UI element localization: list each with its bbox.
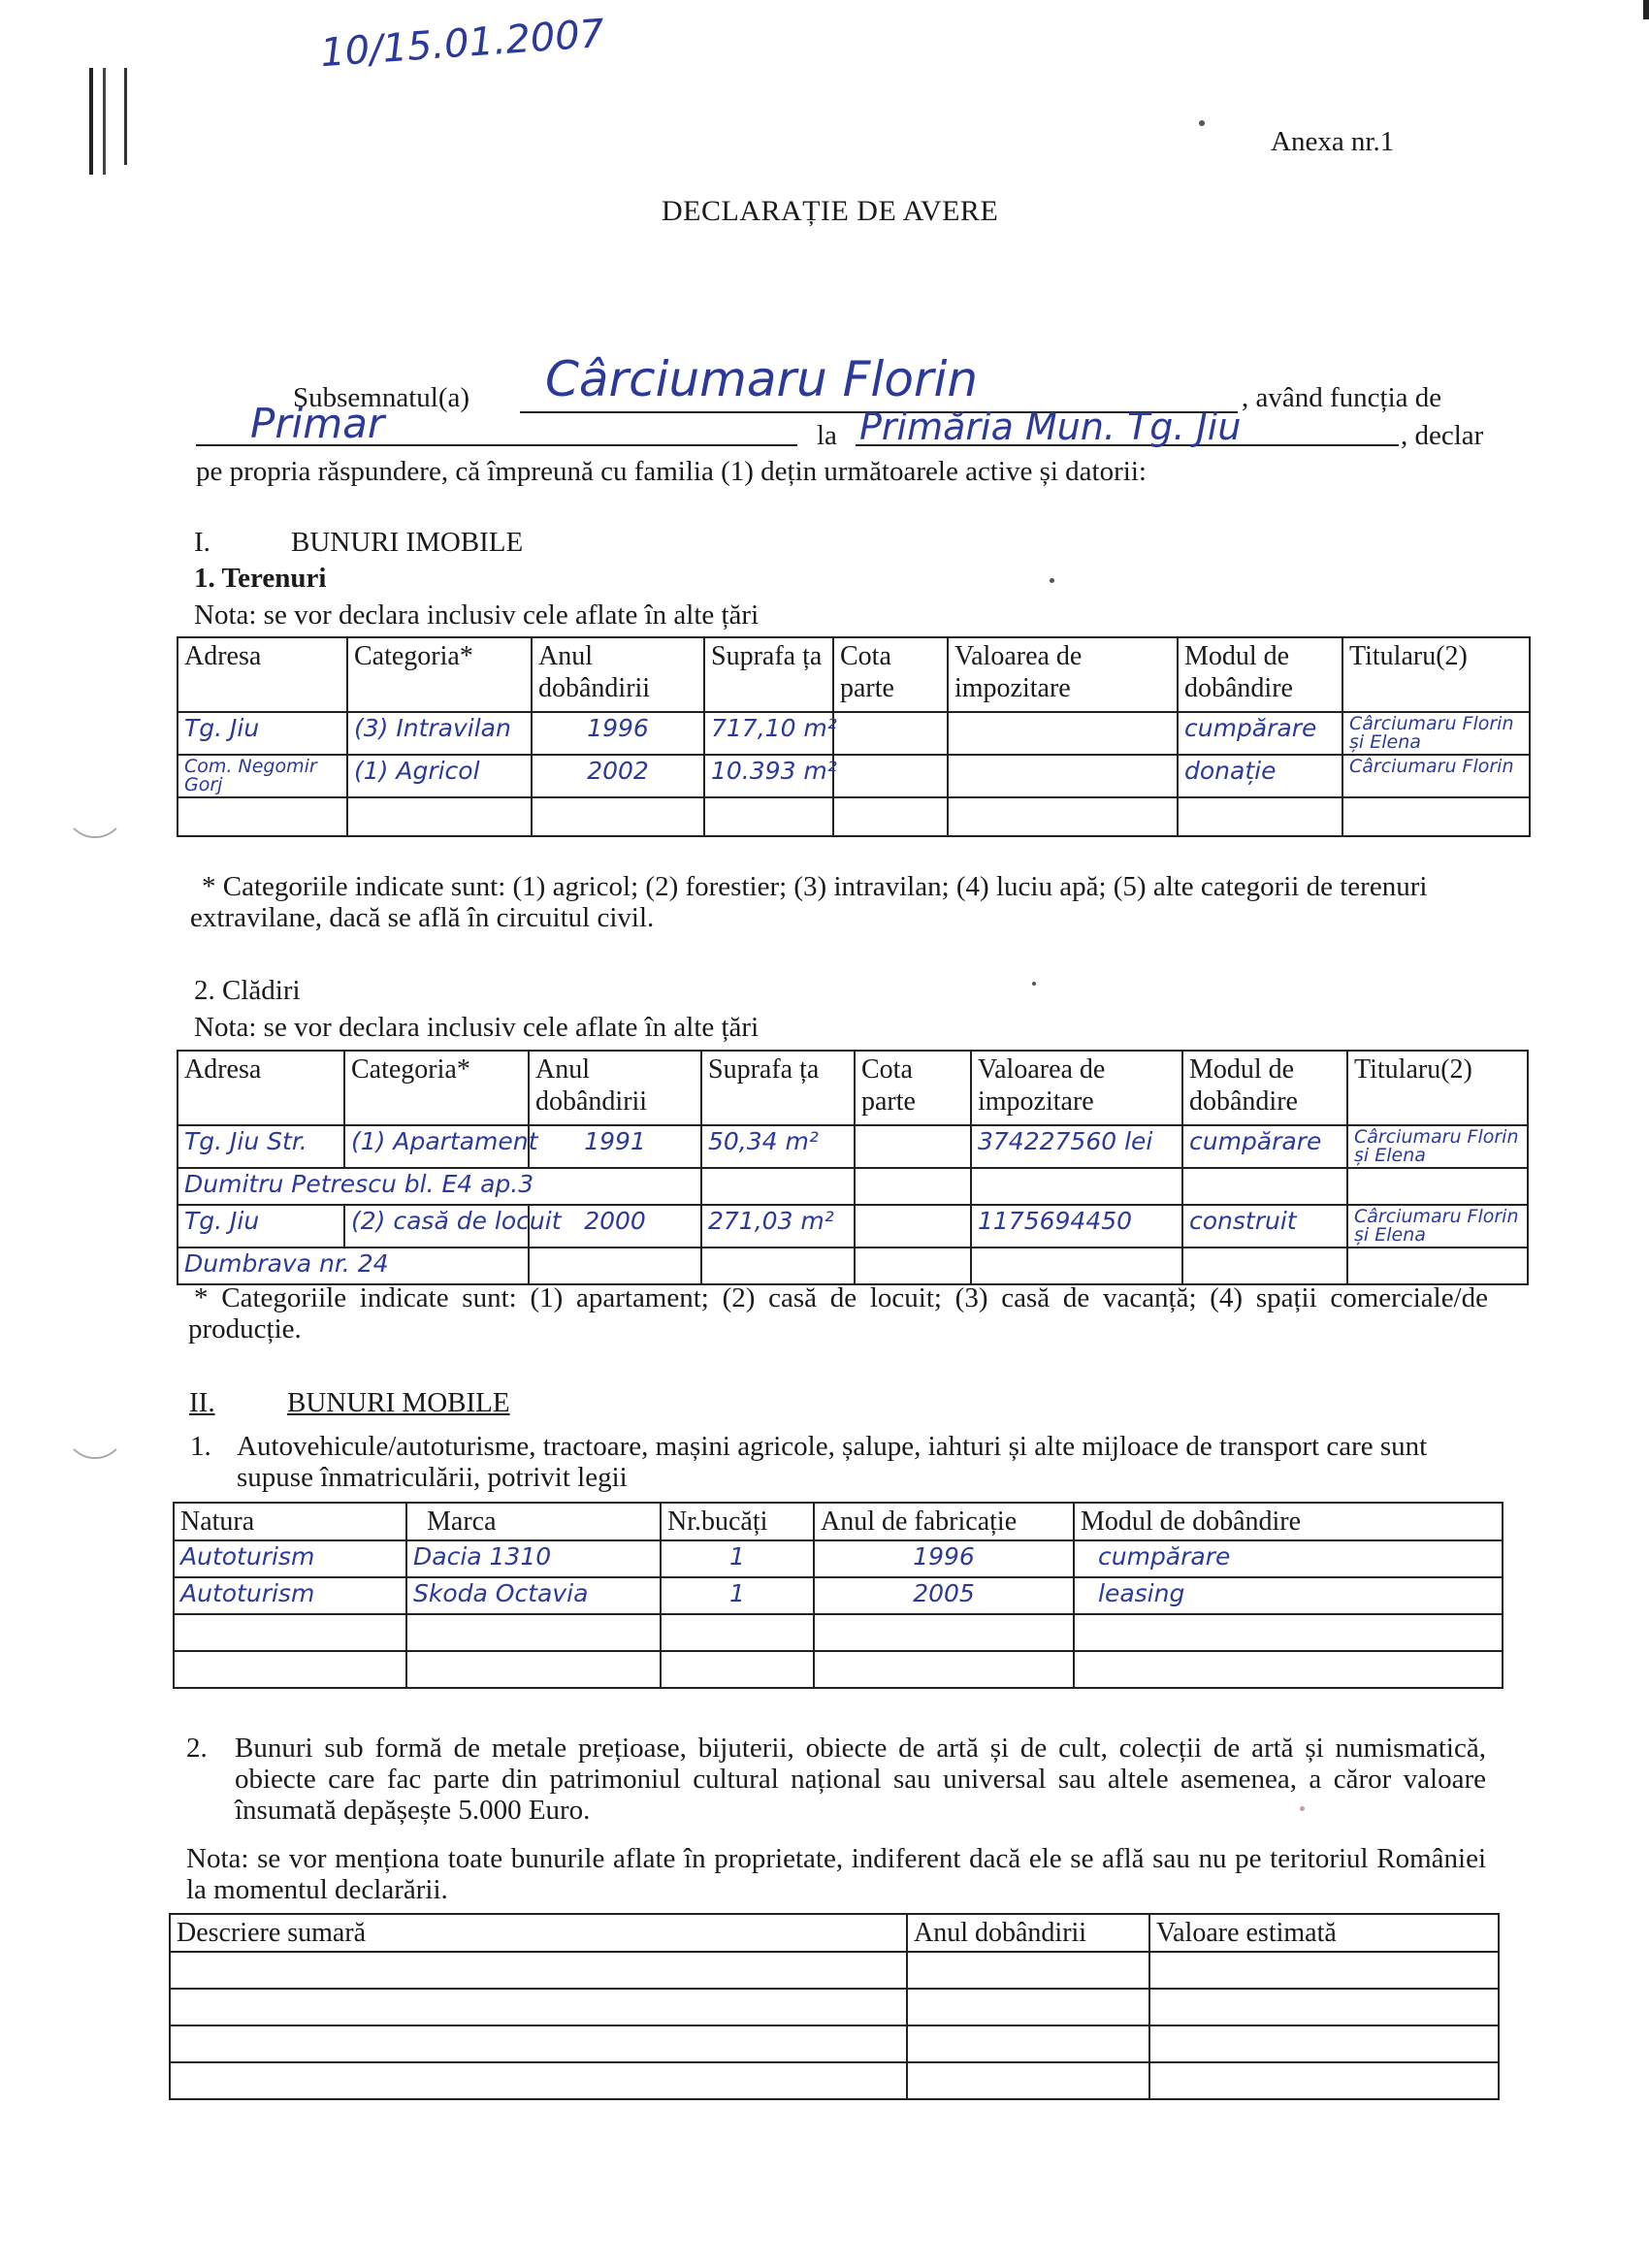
cell — [948, 797, 1178, 836]
table-row — [178, 1247, 1528, 1284]
col-valoarea: Valoarea de impozitare — [948, 637, 1178, 712]
cell: Cârciumaru Florin și Elena — [1347, 1205, 1528, 1247]
cell: (1) Apartament — [344, 1125, 529, 1168]
section2-heading: BUNURI MOBILE — [287, 1387, 510, 1418]
cell: Dumbrava nr. 24 — [178, 1247, 529, 1284]
table-row — [178, 1125, 1528, 1168]
cell: Autoturism — [174, 1540, 406, 1577]
cell — [704, 797, 833, 836]
terenuri-table — [177, 636, 1531, 837]
cell — [661, 1651, 814, 1688]
cell — [1182, 1168, 1347, 1205]
col-suprafata: Suprafa ța — [701, 1051, 855, 1125]
handwritten-date: 10/15.01.2007 — [318, 11, 606, 77]
cell — [532, 797, 704, 836]
cell: (2) casă de locuit — [344, 1205, 529, 1247]
cell: 374227560 lei — [971, 1125, 1182, 1168]
intro-line3: pe propria răspundere, că împreună cu familia (1) dețin următoarele active și datorii: — [196, 456, 1147, 487]
section1-heading: BUNURI IMOBILE — [291, 527, 524, 558]
cell — [1074, 1614, 1503, 1651]
terenuri-footnote: * Categoriile indicate sunt: (1) agricol; (2) forestier; (3) intravilan; (4) luciu apă; (5) alte categorii de terenuri extravilane, dacă se află în circuitul civil. — [190, 871, 1428, 933]
cell: cumpărare — [1182, 1125, 1347, 1168]
scan-speck — [1032, 982, 1036, 986]
cell — [971, 1247, 1182, 1284]
cell — [855, 1205, 971, 1247]
cell — [833, 712, 948, 755]
cell — [1149, 1952, 1499, 1989]
cell: Tg. Jiu — [178, 1205, 344, 1247]
cell: 1991 — [529, 1125, 701, 1168]
cell — [907, 2025, 1149, 2062]
cladiri-footnote: * Categoriile indicate sunt: (1) apartament; (2) casă de locuit; (3) casă de vacanță; (4) spații comerciale/de producție. — [188, 1282, 1488, 1345]
table-row — [170, 2025, 1499, 2062]
subsemnatul-label: Subsemnatul(a) — [293, 382, 470, 413]
vehicule-title: Autovehicule/autoturisme, tractoare, mașini agricole, șalupe, iahturi și alte mijloace de transport care sunt supuse înmatriculării, potrivit legii — [237, 1431, 1428, 1493]
document-title: DECLARAȚIE DE AVERE — [662, 195, 999, 227]
terenuri-header-row — [178, 637, 1530, 712]
col-natura: Natura — [174, 1503, 406, 1540]
binder-marks — [89, 68, 106, 175]
punch-hole-mark — [64, 1397, 126, 1459]
cell — [1347, 1247, 1528, 1284]
col-categoria: Categoria* — [347, 637, 532, 712]
cell: Tg. Jiu — [178, 712, 347, 755]
table-row — [170, 1952, 1499, 1989]
cell: cumpărare — [1074, 1540, 1503, 1577]
bunuri-header-row — [170, 1914, 1499, 1952]
cladiri-nota: Nota: se vor declara inclusiv cele aflate în alte țări — [194, 1012, 760, 1043]
cell — [1149, 1989, 1499, 2025]
section1-num: I. — [194, 527, 210, 558]
section2-num: II. — [189, 1387, 215, 1418]
cell: 1175694450 — [971, 1205, 1182, 1247]
cell — [170, 2062, 907, 2099]
table-row — [170, 1989, 1499, 2025]
annex-label: Anexa nr.1 — [1271, 126, 1395, 157]
cell — [971, 1168, 1182, 1205]
cell: Skoda Octavia — [406, 1577, 661, 1614]
bunuri-num: 2. — [186, 1733, 208, 1764]
cell: 50,34 m² — [701, 1125, 855, 1168]
declarant-name: Cârciumaru Florin — [545, 351, 979, 407]
cell — [855, 1125, 971, 1168]
cell — [701, 1168, 855, 1205]
cell — [1347, 1168, 1528, 1205]
scan-edge — [1643, 0, 1649, 19]
vehicule-num: 1. — [190, 1431, 211, 1462]
cell: cumpărare — [1178, 712, 1342, 755]
cell — [178, 797, 347, 836]
punch-hole-mark — [64, 776, 126, 838]
cell — [1149, 2062, 1499, 2099]
col-descriere: Descriere sumară — [170, 1914, 907, 1952]
terenuri-nota: Nota: se vor declara inclusiv cele aflate în alte țări — [194, 599, 760, 631]
cell: 1 — [661, 1540, 814, 1577]
cell: 2000 — [529, 1205, 701, 1247]
bunuri-title: Bunuri sub formă de metale prețioase, bijuterii, obiecte de artă și de cult, colecții de artă și numismatică, obiecte care fac parte din patrimoniul cultural național sau universal sau altele asemenea, a căror valoare însumată depășește 5.000 Euro. — [235, 1733, 1486, 1826]
cladiri-table — [177, 1050, 1529, 1285]
col-categoria: Categoria* — [344, 1051, 529, 1125]
cell — [907, 2062, 1149, 2099]
col-modul: Modul de dobândire — [1182, 1051, 1347, 1125]
col-cota: Cota parte — [833, 637, 948, 712]
cell — [170, 1952, 907, 1989]
table-row — [178, 712, 1530, 755]
cell — [701, 1247, 855, 1284]
cell: Dumitru Petrescu bl. E4 ap.3 — [178, 1168, 701, 1205]
cell: 10.393 m² — [704, 755, 833, 797]
scan-speck — [1300, 1806, 1305, 1811]
table-row — [178, 1168, 1528, 1205]
cell: 1996 — [814, 1540, 1074, 1577]
table-row — [178, 797, 1530, 836]
cell: 717,10 m² — [704, 712, 833, 755]
terenuri-title: 1. Terenuri — [194, 563, 327, 594]
col-suprafata: Suprafa ța — [704, 637, 833, 712]
table-row — [178, 1205, 1528, 1247]
cell — [1182, 1247, 1347, 1284]
cell — [174, 1614, 406, 1651]
cladiri-header-row — [178, 1051, 1528, 1125]
cell: Autoturism — [174, 1577, 406, 1614]
cell — [855, 1168, 971, 1205]
declar-label: , declar — [1401, 420, 1484, 451]
col-modul: Modul de dobândire — [1178, 637, 1342, 712]
cell: 271,03 m² — [701, 1205, 855, 1247]
cell: 1 — [661, 1577, 814, 1614]
scan-speck — [1050, 578, 1054, 583]
cell — [855, 1247, 971, 1284]
cell: donație — [1178, 755, 1342, 797]
cell: leasing — [1074, 1577, 1503, 1614]
col-adresa: Adresa — [178, 637, 347, 712]
table-row — [174, 1577, 1503, 1614]
cell: (3) Intravilan — [347, 712, 532, 755]
table-row — [174, 1651, 1503, 1688]
cell: 1996 — [532, 712, 704, 755]
cell: Com. Negomir Gorj — [178, 755, 347, 797]
cell: Tg. Jiu Str. — [178, 1125, 344, 1168]
vehicule-header-row — [174, 1503, 1503, 1540]
col-titular: Titularu(2) — [1347, 1051, 1528, 1125]
cell — [170, 2025, 907, 2062]
cell — [406, 1651, 661, 1688]
table-row — [174, 1540, 1503, 1577]
avand-functia-label: , având funcția de — [1242, 382, 1442, 413]
cell — [174, 1651, 406, 1688]
col-titular: Titularu(2) — [1342, 637, 1530, 712]
col-nr-bucati: Nr.bucăți — [661, 1503, 814, 1540]
cell — [948, 712, 1178, 755]
binder-marks-2 — [124, 68, 131, 165]
la-label: la — [817, 420, 837, 451]
cell — [1178, 797, 1342, 836]
bunuri-nota: Nota: se vor menționa toate bunurile aflate în proprietate, indiferent dacă ele se află sau nu pe teritoriul României la momentul declarării. — [186, 1843, 1486, 1905]
col-valoare-estimata: Valoare estimată — [1149, 1914, 1499, 1952]
col-modul: Modul de dobândire — [1074, 1503, 1503, 1540]
cell — [833, 797, 948, 836]
cell — [170, 1989, 907, 2025]
cell — [529, 1247, 701, 1284]
cladiri-title: 2. Clădiri — [194, 975, 301, 1006]
col-anul-fabricatie: Anul de fabricație — [814, 1503, 1074, 1540]
cell — [1074, 1651, 1503, 1688]
col-anul: Anul dobândirii — [532, 637, 704, 712]
cell: 2002 — [532, 755, 704, 797]
cell: Cârciumaru Florin și Elena — [1342, 712, 1530, 755]
cell: Cârciumaru Florin și Elena — [1347, 1125, 1528, 1168]
col-valoarea: Valoarea de impozitare — [971, 1051, 1182, 1125]
col-marca: Marca — [406, 1503, 661, 1540]
cell — [661, 1614, 814, 1651]
table-row — [174, 1614, 1503, 1651]
table-row — [170, 2062, 1499, 2099]
declarant-function: Primar — [250, 400, 385, 447]
col-cota: Cota parte — [855, 1051, 971, 1125]
cell — [406, 1614, 661, 1651]
cell: 2005 — [814, 1577, 1074, 1614]
cell — [833, 755, 948, 797]
cell — [814, 1651, 1074, 1688]
cell — [347, 797, 532, 836]
cell: (1) Agricol — [347, 755, 532, 797]
cell: construit — [1182, 1205, 1347, 1247]
cell — [907, 1989, 1149, 2025]
cell: Dacia 1310 — [406, 1540, 661, 1577]
cell — [1149, 2025, 1499, 2062]
cell: Cârciumaru Florin — [1342, 755, 1530, 797]
cell — [1342, 797, 1530, 836]
col-anul: Anul dobândirii — [529, 1051, 701, 1125]
cell — [907, 1952, 1149, 1989]
cell — [814, 1614, 1074, 1651]
vehicule-table — [173, 1502, 1504, 1689]
cell — [948, 755, 1178, 797]
bunuri-table — [169, 1913, 1500, 2100]
col-anul-dobandirii: Anul dobândirii — [907, 1914, 1149, 1952]
scan-speck — [1199, 120, 1205, 126]
declarant-institution: Primăria Mun. Tg. Jiu — [859, 405, 1242, 448]
table-row — [178, 755, 1530, 797]
col-adresa: Adresa — [178, 1051, 344, 1125]
